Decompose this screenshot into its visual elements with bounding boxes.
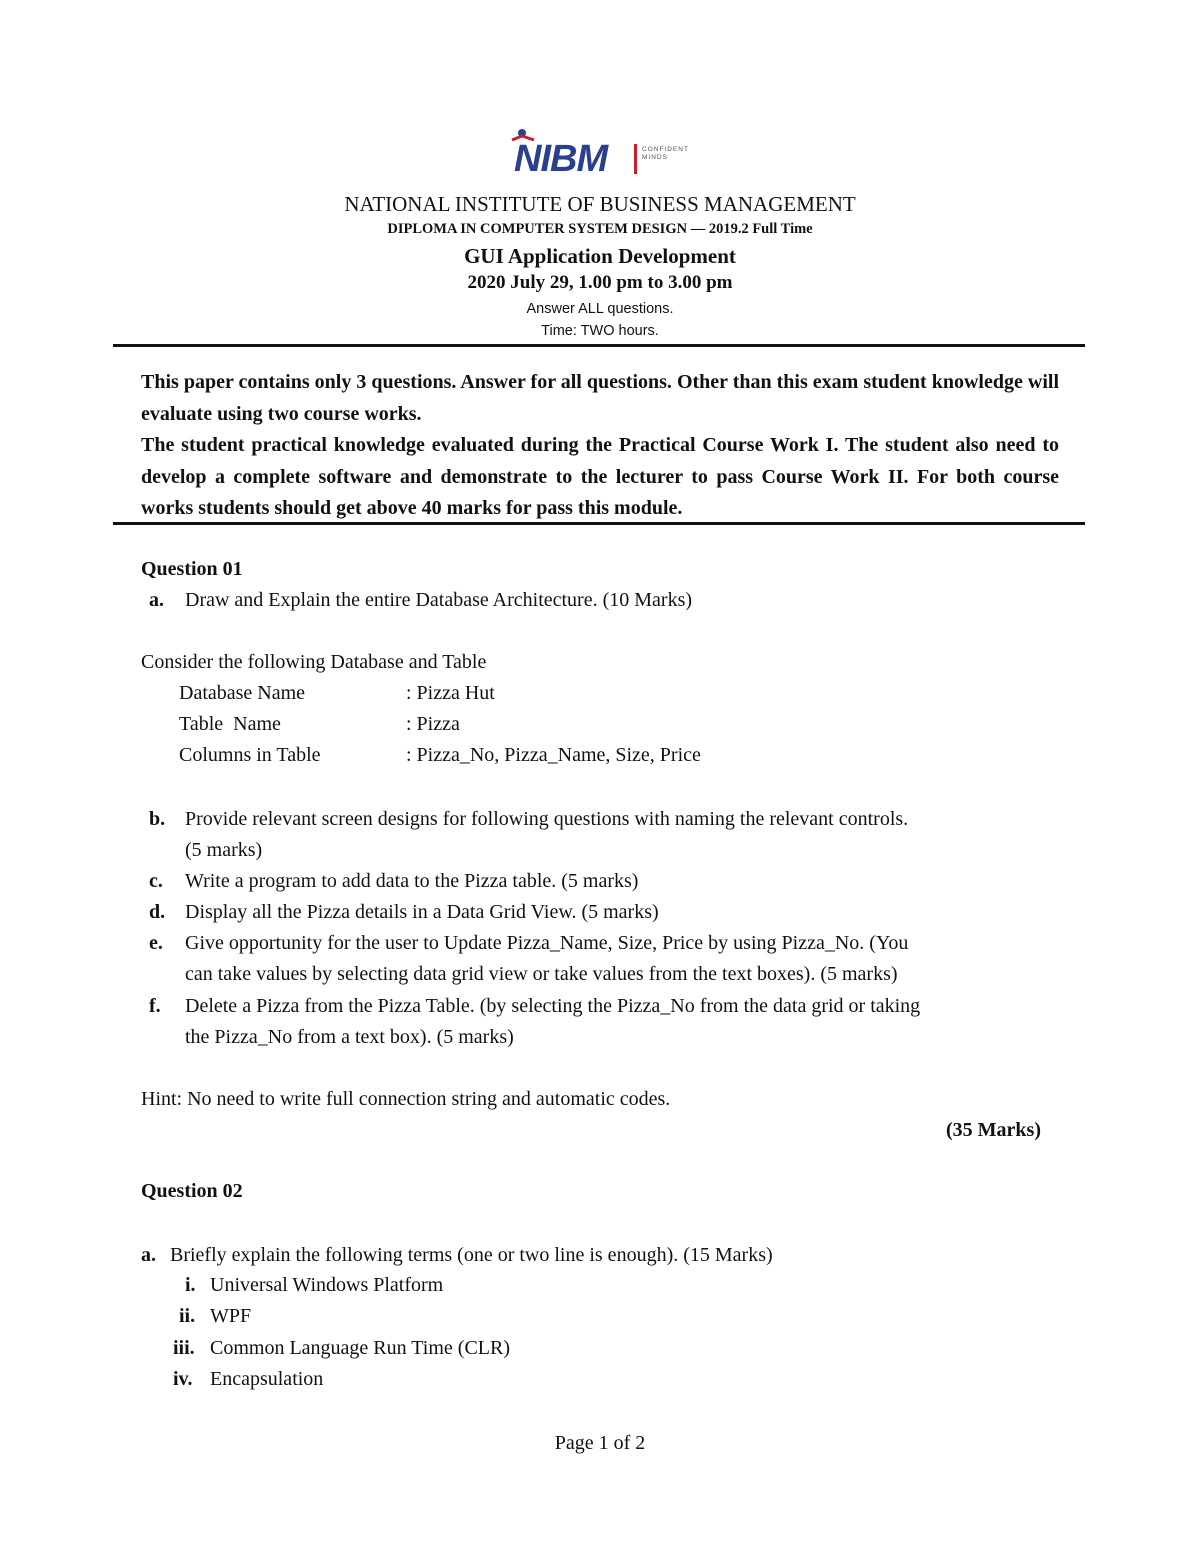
q1-f-text-line2: the Pizza_No from a text box). (5 marks) (185, 1026, 514, 1048)
q2-a-text: Briefly explain the following terms (one or two line is enough). (15 Marks) (170, 1244, 773, 1266)
q2-term-iv-label: iv. (173, 1368, 193, 1390)
logo-tagline: CONFIDENT MINDS (642, 146, 689, 161)
question-01-title: Question 01 (141, 558, 243, 580)
answer-instruction: Answer ALL questions. (526, 301, 674, 317)
q2-term-iv-text: Encapsulation (210, 1368, 324, 1390)
q1-total-marks: (35 Marks) (946, 1119, 1041, 1141)
q2-term-iii-text: Common Language Run Time (CLR) (210, 1337, 510, 1359)
logo-divider (634, 144, 637, 174)
page-number: Page 1 of 2 (554, 1432, 646, 1454)
q2-term-i-text: Universal Windows Platform (210, 1274, 444, 1296)
columns-value: : Pizza_No, Pizza_Name, Size, Price (406, 744, 701, 766)
table-name-value: : Pizza (406, 713, 460, 735)
q2-term-i-label: i. (185, 1274, 196, 1296)
q2-term-ii-text: WPF (210, 1305, 252, 1327)
q1-f-text-line1: Delete a Pizza from the Pizza Table. (by selecting the Pizza_No from the data grid or taking (185, 995, 921, 1017)
time-instruction: Time: TWO hours. (541, 323, 659, 339)
q1-consider-text: Consider the following Database and Table (141, 651, 487, 673)
table-name-key: Table Name (179, 713, 281, 735)
q1-b-text-line1: Provide relevant screen designs for following questions with naming the relevant controls. (185, 808, 909, 830)
question-02-title: Question 02 (141, 1180, 243, 1202)
logo-wordmark: NIBM (514, 138, 608, 180)
q1-a-text: Draw and Explain the entire Database Architecture. (10 Marks) (185, 589, 693, 611)
nibm-logo (508, 128, 698, 180)
q1-d-text: Display all the Pizza details in a Data Grid View. (5 marks) (185, 901, 659, 923)
q1-e-text-line1: Give opportunity for the user to Update Pizza_Name, Size, Price by using Pizza_No. (You (185, 932, 909, 954)
exam-notice (141, 367, 1059, 525)
q1-e-label: e. (149, 932, 163, 954)
columns-key: Columns in Table (179, 744, 321, 766)
exam-date: 2020 July 29, 1.00 pm to 3.00 pm (467, 272, 733, 293)
q2-term-iii-label: iii. (173, 1337, 195, 1359)
subject-title: GUI Application Development (464, 244, 736, 268)
db-name-value: : Pizza Hut (406, 682, 495, 704)
q1-c-label: c. (149, 870, 163, 892)
q1-c-text: Write a program to add data to the Pizza table. (5 marks) (185, 870, 639, 892)
bottom-divider (113, 522, 1085, 525)
top-divider (113, 344, 1085, 347)
q1-hint: Hint: No need to write full connection string and automatic codes. (141, 1088, 671, 1110)
notice-paragraph-1: This paper contains only 3 questions. Answer for all questions. Other than this exam student knowledge will evaluate using two course works. (141, 371, 1059, 425)
institute-name: NATIONAL INSTITUTE OF BUSINESS MANAGEMENT (344, 192, 856, 216)
q1-a-label: a. (149, 589, 164, 611)
q1-b-label: b. (149, 808, 166, 830)
q1-e-text-line2: can take values by selecting data grid view or take values from the text boxes). (5 marks) (185, 963, 898, 985)
q1-f-label: f. (149, 995, 161, 1017)
q2-a-label: a. (141, 1244, 156, 1266)
q1-d-label: d. (149, 901, 166, 923)
q1-b-text-line2: (5 marks) (185, 839, 263, 861)
q2-term-ii-label: ii. (179, 1305, 196, 1327)
notice-paragraph-2: The student practical knowledge evaluated during the Practical Course Work I. The student also need to develop a complete software and demonstrate to the lecturer to pass Course Work II. For both course works students should get above 40 marks for pass this module. (141, 434, 1059, 519)
db-name-key: Database Name (179, 682, 306, 704)
diploma-title: DIPLOMA IN COMPUTER SYSTEM DESIGN — 2019.2 Full Time (387, 221, 813, 237)
